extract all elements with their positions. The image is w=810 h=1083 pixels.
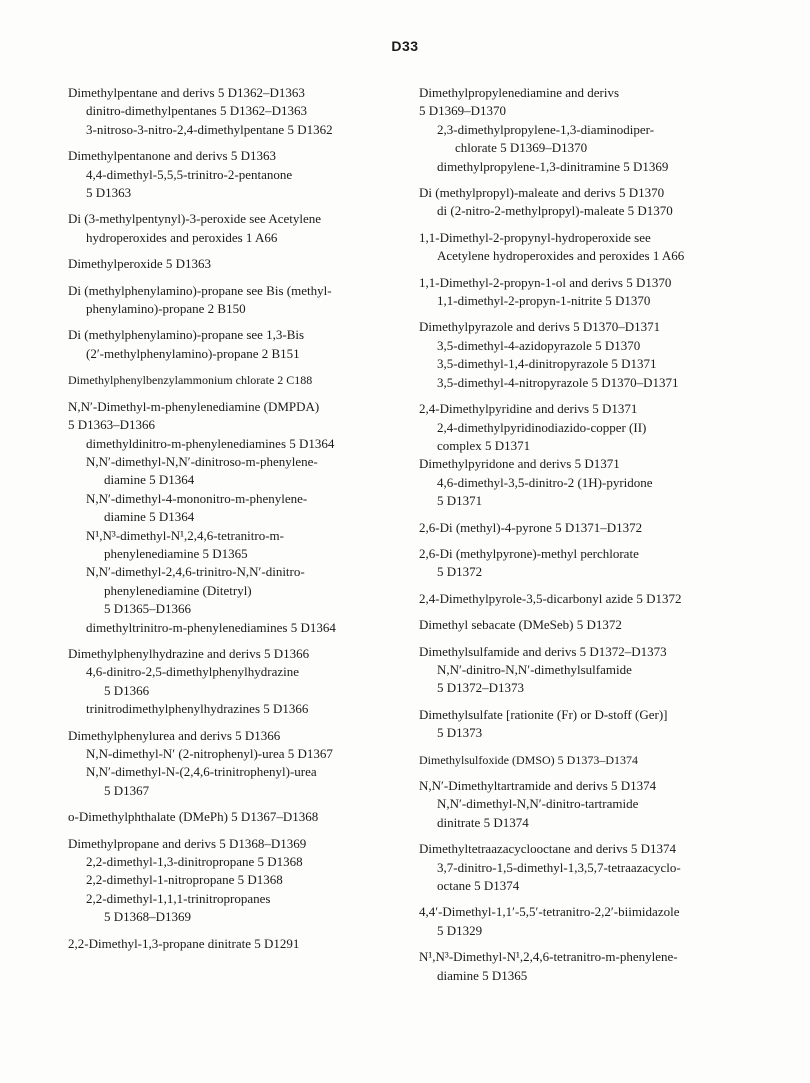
index-heading: 1,1-Dimethyl-2-propynyl-hydroperoxide see bbox=[419, 229, 651, 245]
index-entry bbox=[419, 519, 754, 537]
index-subentry: 1,1-dimethyl-2-propyn-1-nitrite 5 D1370 bbox=[437, 293, 651, 309]
index-subentry: 5 D1363–D1366 bbox=[68, 417, 156, 433]
index-entry bbox=[419, 545, 754, 582]
index-subentry: complex 5 D1371 bbox=[437, 437, 531, 453]
index-heading: Dimethylphenylurea and derivs 5 D1366 bbox=[68, 727, 281, 743]
index-subentry: dimethylpropylene-1,3-dinitramine 5 D1369 bbox=[437, 158, 669, 174]
index-heading: 4,4′-Dimethyl-1,1′-5,5′-tetranitro-2,2′-biimidazole bbox=[419, 904, 680, 920]
index-heading: N¹,N³-Dimethyl-N¹,2,4,6-tetranitro-m-phenylene- bbox=[419, 949, 678, 965]
index-subentry: 3,5-dimethyl-4-azidopyrazole 5 D1370 bbox=[437, 337, 641, 353]
index-subentry: 2,2-dimethyl-1,3-dinitropropane 5 D1368 bbox=[86, 854, 303, 870]
index-subentry: 4,4-dimethyl-5,5,5-trinitro-2-pentanone bbox=[86, 166, 293, 182]
index-subentry: 3,5-dimethyl-4-nitropyrazole 5 D1370–D1371 bbox=[437, 374, 679, 390]
index-entry bbox=[68, 398, 408, 637]
index-heading: Di (methylphenylamino)-propane see 1,3-Bis bbox=[68, 327, 305, 343]
index-subentry: 5 D1363 bbox=[86, 185, 132, 201]
index-subentry: phenylenediamine (Ditetryl) bbox=[104, 582, 252, 598]
index-subentry: phenylenediamine 5 D1365 bbox=[104, 545, 248, 561]
index-heading: 1,1-Dimethyl-2-propyn-1-ol and derivs 5 D1370 bbox=[419, 274, 672, 290]
index-subentry: dimethyltrinitro-m-phenylenediamines 5 D1364 bbox=[86, 619, 336, 635]
index-subentry: Dimethylpyridone and derivs 5 D1371 bbox=[419, 456, 620, 472]
index-subentry: octane 5 D1374 bbox=[437, 878, 520, 894]
index-subentry: 3,7-dinitro-1,5-dimethyl-1,3,5,7-tetraazacyclo- bbox=[437, 859, 681, 875]
index-heading: N,N′-Dimethyl-m-phenylenediamine (DMPDA) bbox=[68, 398, 320, 414]
index-subentry: 3,5-dimethyl-1,4-dinitropyrazole 5 D1371 bbox=[437, 356, 657, 372]
index-entry bbox=[68, 371, 408, 389]
index-heading: 2,6-Di (methylpyrone)-methyl perchlorate bbox=[419, 545, 639, 561]
index-heading: 2,2-Dimethyl-1,3-propane dinitrate 5 D1291 bbox=[68, 935, 300, 951]
index-subentry: dinitrate 5 D1374 bbox=[437, 814, 529, 830]
index-heading: Dimethylpropane and derivs 5 D1368–D1369 bbox=[68, 835, 307, 851]
index-subentry: 5 D1365–D1366 bbox=[104, 601, 192, 617]
index-entry bbox=[419, 229, 754, 266]
index-subentry: phenylamino)-propane 2 B150 bbox=[86, 301, 246, 317]
index-heading: Dimethylpropylenediamine and derivs bbox=[419, 85, 620, 100]
index-subentry: Acetylene hydroperoxides and peroxides 1 A66 bbox=[437, 248, 685, 264]
index-entry bbox=[68, 147, 408, 202]
index-subentry: chlorate 5 D1369–D1370 bbox=[455, 140, 588, 156]
index-heading: 2,4-Dimethylpyrole-3,5-dicarbonyl azide 5 D1372 bbox=[419, 590, 682, 606]
index-entry bbox=[419, 643, 754, 698]
index-heading: Dimethylsulfamide and derivs 5 D1372–D1373 bbox=[419, 643, 667, 659]
index-subentry: 5 D1372 bbox=[437, 564, 483, 580]
index-entry bbox=[419, 274, 754, 311]
index-entry bbox=[419, 948, 754, 985]
index-subentry: 5 D1368–D1369 bbox=[104, 909, 192, 925]
index-entry bbox=[68, 727, 408, 801]
index-subentry: hydroperoxides and peroxides 1 A66 bbox=[86, 229, 278, 245]
index-entry bbox=[68, 835, 408, 927]
index-entry bbox=[419, 751, 754, 769]
index-entry bbox=[419, 84, 754, 176]
index-subentry: 5 D1369–D1370 bbox=[419, 103, 507, 119]
index-heading: Dimethylsulfate [rationite (Fr) or D-stoff (Ger)] bbox=[419, 706, 668, 722]
index-subentry: dinitro-dimethylpentanes 5 D1362–D1363 bbox=[86, 103, 307, 119]
index-subentry: diamine 5 D1364 bbox=[104, 472, 195, 488]
index-subentry: (2′-methylphenylamino)-propane 2 B151 bbox=[86, 345, 300, 361]
index-entry bbox=[419, 840, 754, 895]
index-entry bbox=[419, 318, 754, 392]
index-heading: Dimethylpyrazole and derivs 5 D1370–D1371 bbox=[419, 319, 661, 335]
index-entry bbox=[68, 210, 408, 247]
index-entry bbox=[68, 84, 408, 139]
index-subentry: 4,6-dinitro-2,5-dimethylphenylhydrazine bbox=[86, 664, 300, 680]
index-heading: 2,6-Di (methyl)-4-pyrone 5 D1371–D1372 bbox=[419, 519, 643, 535]
index-subentry: 5 D1372–D1373 bbox=[437, 680, 525, 696]
index-subentry: N,N-dimethyl-N′ (2-nitrophenyl)-urea 5 D1367 bbox=[86, 746, 333, 761]
index-column-right bbox=[419, 84, 754, 993]
index-heading: Dimethyltetraazacyclooctane and derivs 5 D1374 bbox=[419, 841, 677, 857]
index-subentry: dimethyldinitro-m-phenylenediamines 5 D1364 bbox=[86, 435, 335, 451]
index-column-left bbox=[68, 84, 408, 961]
index-subentry: N¹,N³-dimethyl-N¹,2,4,6-tetranitro-m- bbox=[86, 527, 284, 543]
index-heading: Di (methylphenylamino)-propane see Bis (methyl- bbox=[68, 282, 332, 298]
index-entry bbox=[68, 935, 408, 953]
index-subentry: 2,2-dimethyl-1,1,1-trinitropropanes bbox=[86, 890, 271, 906]
index-subentry: diamine 5 D1365 bbox=[437, 967, 528, 983]
index-subentry: diamine 5 D1364 bbox=[104, 509, 195, 525]
index-subentry: N,N′-dinitro-N,N′-dimethylsulfamide bbox=[437, 661, 632, 677]
index-entry bbox=[419, 184, 754, 221]
index-entry bbox=[419, 400, 754, 510]
index-subentry: 5 D1371 bbox=[437, 493, 483, 509]
index-subentry: 2,4-dimethylpyridinodiazido-copper (II) bbox=[437, 419, 647, 435]
index-heading: Di (methylpropyl)-maleate and derivs 5 D1370 bbox=[419, 185, 665, 201]
index-subentry: 3-nitroso-3-nitro-2,4-dimethylpentane 5 D1362 bbox=[86, 121, 333, 137]
index-subentry: N,N′-dimethyl-2,4,6-trinitro-N,N′-dinitro- bbox=[86, 564, 305, 580]
index-subentry: 2,3-dimethylpropylene-1,3-diaminodiper- bbox=[437, 121, 655, 137]
index-subentry: di (2-nitro-2-methylpropyl)-maleate 5 D1370 bbox=[437, 203, 673, 219]
index-subentry: 5 D1373 bbox=[437, 725, 483, 741]
index-entry bbox=[419, 616, 754, 634]
index-entry bbox=[419, 903, 754, 940]
index-heading: Dimethylphenylhydrazine and derivs 5 D1366 bbox=[68, 645, 310, 661]
index-heading: Dimethylpentanone and derivs 5 D1363 bbox=[68, 148, 276, 164]
page-header: D33 bbox=[391, 38, 419, 54]
index-entry bbox=[419, 706, 754, 743]
index-entry bbox=[419, 590, 754, 608]
index-subentry: N,N′-dimethyl-N,N′-dinitroso-m-phenylene- bbox=[86, 453, 318, 469]
index-subentry: 5 D1366 bbox=[104, 682, 150, 698]
index-heading: Dimethylperoxide 5 D1363 bbox=[68, 256, 211, 272]
index-entry bbox=[68, 808, 408, 826]
index-subentry: 5 D1329 bbox=[437, 922, 483, 938]
index-heading: N,N′-Dimethyltartramide and derivs 5 D1374 bbox=[419, 778, 657, 793]
index-heading: o-Dimethylphthalate (DMePh) 5 D1367–D1368 bbox=[68, 809, 319, 825]
index-heading: Dimethylsulfoxide (DMSO) 5 D1373–D1374 bbox=[419, 752, 638, 767]
index-heading: Di (3-methylpentynyl)-3-peroxide see Acetylene bbox=[68, 211, 322, 227]
index-subentry: N,N′-dimethyl-N-(2,4,6-trinitrophenyl)-urea bbox=[86, 764, 317, 780]
index-subentry: 5 D1367 bbox=[104, 782, 150, 798]
index-subentry: 2,2-dimethyl-1-nitropropane 5 D1368 bbox=[86, 872, 283, 888]
index-heading: Dimethyl sebacate (DMeSeb) 5 D1372 bbox=[419, 617, 622, 633]
index-entry bbox=[68, 326, 408, 363]
index-entry bbox=[68, 645, 408, 719]
index-subentry: trinitrodimethylphenylhydrazines 5 D1366 bbox=[86, 701, 309, 717]
index-subentry: N,N′-dimethyl-N,N′-dinitro-tartramide bbox=[437, 796, 639, 812]
index-entry bbox=[419, 777, 754, 832]
index-subentry: N,N′-dimethyl-4-mononitro-m-phenylene- bbox=[86, 490, 308, 506]
index-heading: Dimethylphenylbenzylammonium chlorate 2 C188 bbox=[68, 373, 313, 388]
index-heading: Dimethylpentane and derivs 5 D1362–D1363 bbox=[68, 85, 305, 100]
index-subentry: 4,6-dimethyl-3,5-dinitro-2 (1H)-pyridone bbox=[437, 474, 653, 490]
index-entry bbox=[68, 282, 408, 319]
index-entry bbox=[68, 255, 408, 273]
index-heading: 2,4-Dimethylpyridine and derivs 5 D1371 bbox=[419, 401, 638, 417]
